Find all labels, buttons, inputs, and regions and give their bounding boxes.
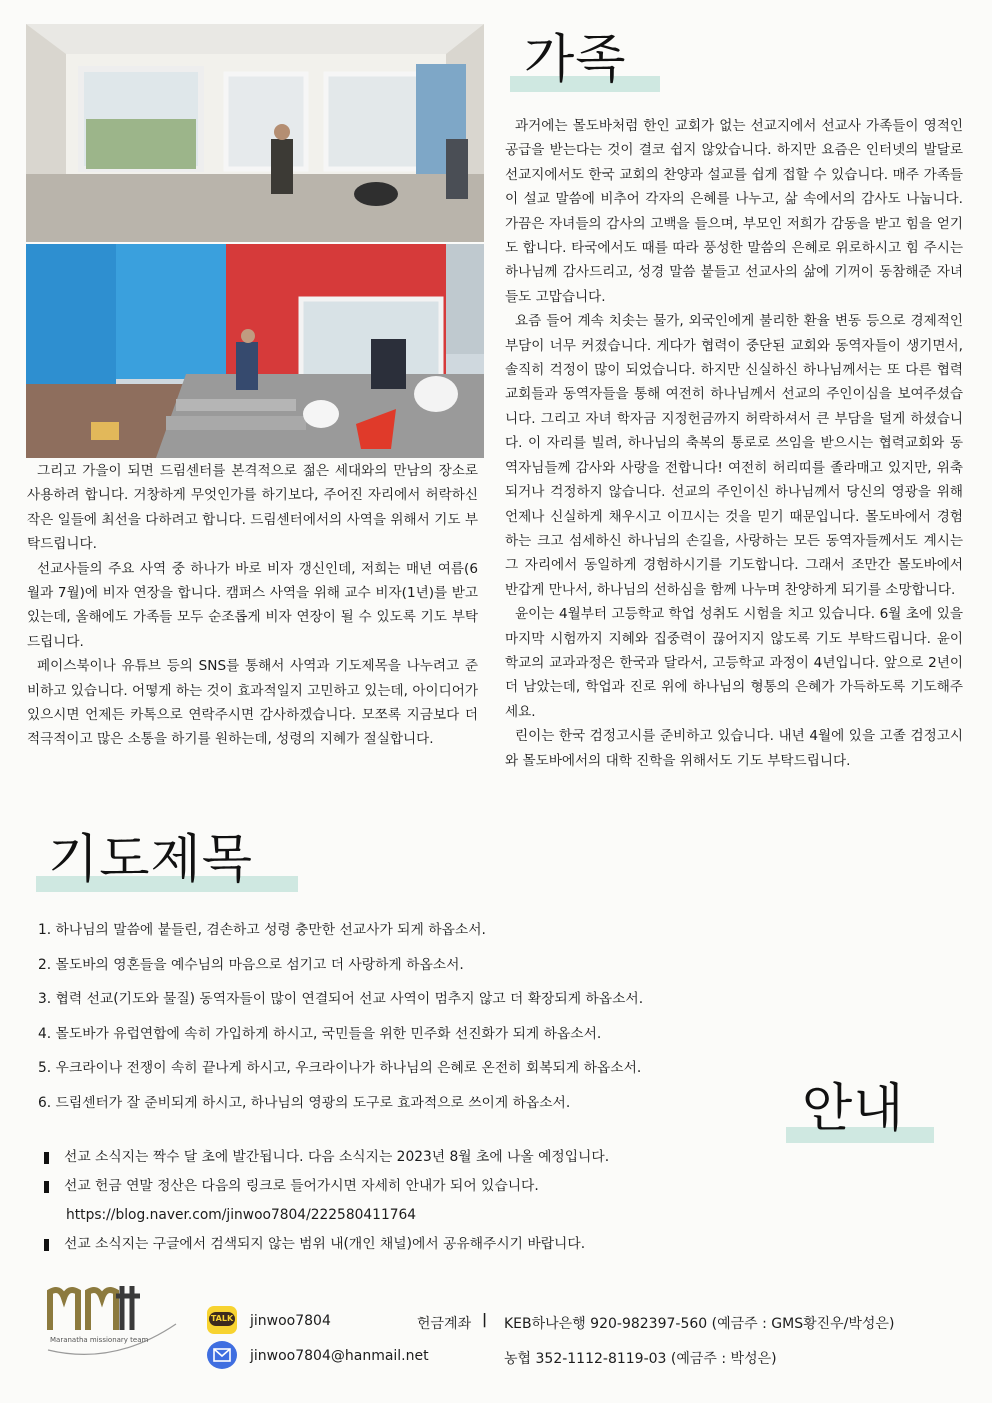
prayer-item: 1. 하나님의 말씀에 붙들린, 겸손하고 성령 충만한 선교사가 되게 하옵소서. [38, 922, 486, 938]
family-paragraph: 과거에는 몰도바처럼 한인 교회가 없는 선교지에서 선교사 가족들이 영적인 공급을 받는다는 것이 결코 쉽지 않았습니다. 하지만 요즘은 인터넷의 발달로 선교지에서도 한국 교회의 찬양과 설교를 쉽게 접할 수 있습니다. 매주 가족들이 설교 말씀에 비추어 각자의 은혜를 나누고, 삶 속에서의 감사도 나눕니다. 가끔은 자녀들의 감사의 고백을 들으며, 부모인 저희가 감동을 받고 힘을 얻기도 합니다. 타국에서도 때를 따라 풍성한 말씀의 은혜로 위로하시고 힘 주시는 하나님께 감사드리고, 성경 말씀 붙들고 선교사의 삶에 기꺼이 동참해준 자녀들도 고맙습니다. [505, 118, 963, 305]
prayer-item: 3. 협력 선교(기도와 물질) 동역자들이 많이 연결되어 선교 사역이 멈추지 않고 더 확장되게 하옵소서. [38, 991, 644, 1007]
account-label: 헌금계좌 [417, 1316, 472, 1332]
ministry-paragraph: 그리고 가을이 되면 드림센터를 본격적으로 젊은 세대와의 만남의 장소로 사용하려 합니다. 거창하게 무엇인가를 하기보다, 주어진 자리에서 허락하신 작은 일들에 최선을 다하려고 합니다. 드림센터에서의 사역을 위해서 기도 부탁드립니다. [27, 463, 478, 553]
ministry-logo [44, 1282, 184, 1362]
family-paragraph: 요즘 들어 계속 치솟는 물가, 외국인에게 불리한 환율 변동 등으로 경제적인 부담이 너무 커졌습니다. 게다가 협력이 중단된 교회와 동역자들이 생기면서, 솔직히 걱정이 많이 되었습니다. 하지만 신실하신 하나님께서는 또 다른 협력 교회들과 동역자들을 통해 여전히 하나님께서 선교의 주인이심을 보여주셨습니다. 그리고 자녀 학자금 지정헌금까지 허락하셔서 큰 부담을 덜게 하셨습니다. 이 자리를 빌려, 하나님의 축복의 통로로 쓰임을 받으시는 협력교회와 동역자님들께 감사와 사랑을 전합니다! 여전히 허리띠를 졸라매고 있지만, 위축되거나 걱정하지 않습니다. 선교의 주인이신 하나님께서 당신의 영광을 위해 언제나 신실하게 채우시고 이끄시는 것을 믿기 때문입니다. 몰도바에서 경험하는 크고 섬세하신 하나님의 손길을, 사랑하는 모든 동역자들께서도 계시는 그 자리에서 동일하게 경험하시기를 기도합니다. 그래서 조만간 몰도바에서 반갑게 만나서, 하나님의 선하심을 함께 나누며 찬양하게 되기를 소망합니다. [505, 313, 963, 598]
donation-link[interactable]: https://blog.naver.com/jinwoo7804/222580411764 [66, 1207, 417, 1223]
ministry-column [27, 459, 478, 752]
family-column [505, 114, 963, 773]
logo-text: Maranatha missionary team [50, 1336, 149, 1344]
bullet-icon [44, 1152, 49, 1164]
kakao-id: jinwoo7804 [250, 1313, 331, 1329]
account-separator: | [482, 1312, 488, 1328]
notice-item: 선교 소식지는 짝수 달 초에 발간됩니다. 다음 소식지는 2023년 8월 초에 나올 예정입니다. [40, 1143, 780, 1172]
bullet-icon [44, 1181, 49, 1193]
account-keb: KEB하나은행 920-982397-560 (예금주 : GMS황진우/박성은) [504, 1316, 895, 1332]
notice-item: 선교 소식지는 구글에서 검색되지 않는 범위 내(개인 채널)에서 공유해주시기 바랍니다. [40, 1230, 780, 1259]
prayer-item: 4. 몰도바가 유럽연합에 속히 가입하게 하시고, 국민들을 위한 민주화 선진화가 되게 하옵소서. [38, 1025, 602, 1042]
prayer-item: 6. 드림센터가 잘 준비되게 하시고, 하나님의 영광의 도구로 효과적으로 쓰이게 하옵소서. [38, 1094, 571, 1111]
family-paragraph: 윤이는 4월부터 고등학교 학업 성취도 시험을 치고 있습니다. 6월 초에 있을 마지막 시험까지 지혜와 집중력이 끊어지지 않도록 기도 부탁드립니다. 윤이 학교의 교과과정은 한국과 달라서, 고등학교 과정이 4년입니다. 앞으로 2년이 더 남았는데, 학업과 진로 위에 하나님의 형통의 은혜가 가득하도록 기도해주세요. [505, 606, 963, 720]
ministry-paragraph: 선교사들의 주요 사역 중 하나가 바로 비자 갱신인데, 저희는 매년 여름(6월과 7월)에 비자 연장을 합니다. 캠퍼스 사역을 위해 교수 비자(1년)를 받고 있는데, 올해에도 가족들 모두 순조롭게 비자 연장이 될 수 있도록 기도 부탁드립니다. [27, 560, 478, 650]
prayer-item: 2. 몰도바의 영혼들을 예수님의 마음으로 섬기고 더 사랑하게 하옵소서. [38, 956, 464, 973]
bullet-icon [44, 1239, 49, 1251]
mail-icon [207, 1341, 237, 1369]
notice-item: 선교 헌금 연말 정산은 다음의 링크로 들어가시면 자세히 안내가 되어 있습니다. [40, 1172, 780, 1201]
ministry-paragraph: 페이스북이나 유튜브 등의 SNS를 통해서 사역과 기도제목을 나누려고 준비하고 있습니다. 어떻게 하는 것이 효과적일지 고민하고 있는데, 아이디어가 있으시면 언제든 카톡으로 연락주시면 감사하겠습니다. 모쪼록 지금보다 더 적극적이고 많은 소통을 하기를 원하는데, 성령의 지혜가 절실합니다. [27, 658, 478, 748]
kakao-badge: TALK [209, 1312, 235, 1326]
photo-interior-cleaning [26, 24, 484, 242]
logo-mark-icon [44, 1282, 184, 1362]
photo-exterior-cleaning [26, 244, 484, 458]
notice-title: 안내 [802, 1079, 905, 1139]
family-paragraph: 린이는 한국 검정고시를 준비하고 있습니다. 내년 4월에 있을 고졸 검정고시와 몰도바에서의 대학 진학을 위해서도 기도 부탁드립니다. [505, 728, 963, 769]
notice-list [40, 1143, 780, 1259]
prayer-title: 기도제목 [48, 830, 253, 890]
kakao-talk-icon [207, 1306, 237, 1334]
account-nh: 농협 352-1112-8119-03 (예금주 : 박성은) [504, 1351, 777, 1367]
family-title: 가족 [524, 30, 627, 90]
email-address[interactable]: jinwoo7804@hanmail.net [250, 1348, 429, 1364]
prayer-item: 5. 우크라이나 전쟁이 속히 끝나게 하시고, 우크라이나가 하나님의 은혜로 온전히 회복되게 하옵소서. [38, 1060, 642, 1076]
prayer-list [38, 913, 798, 1120]
